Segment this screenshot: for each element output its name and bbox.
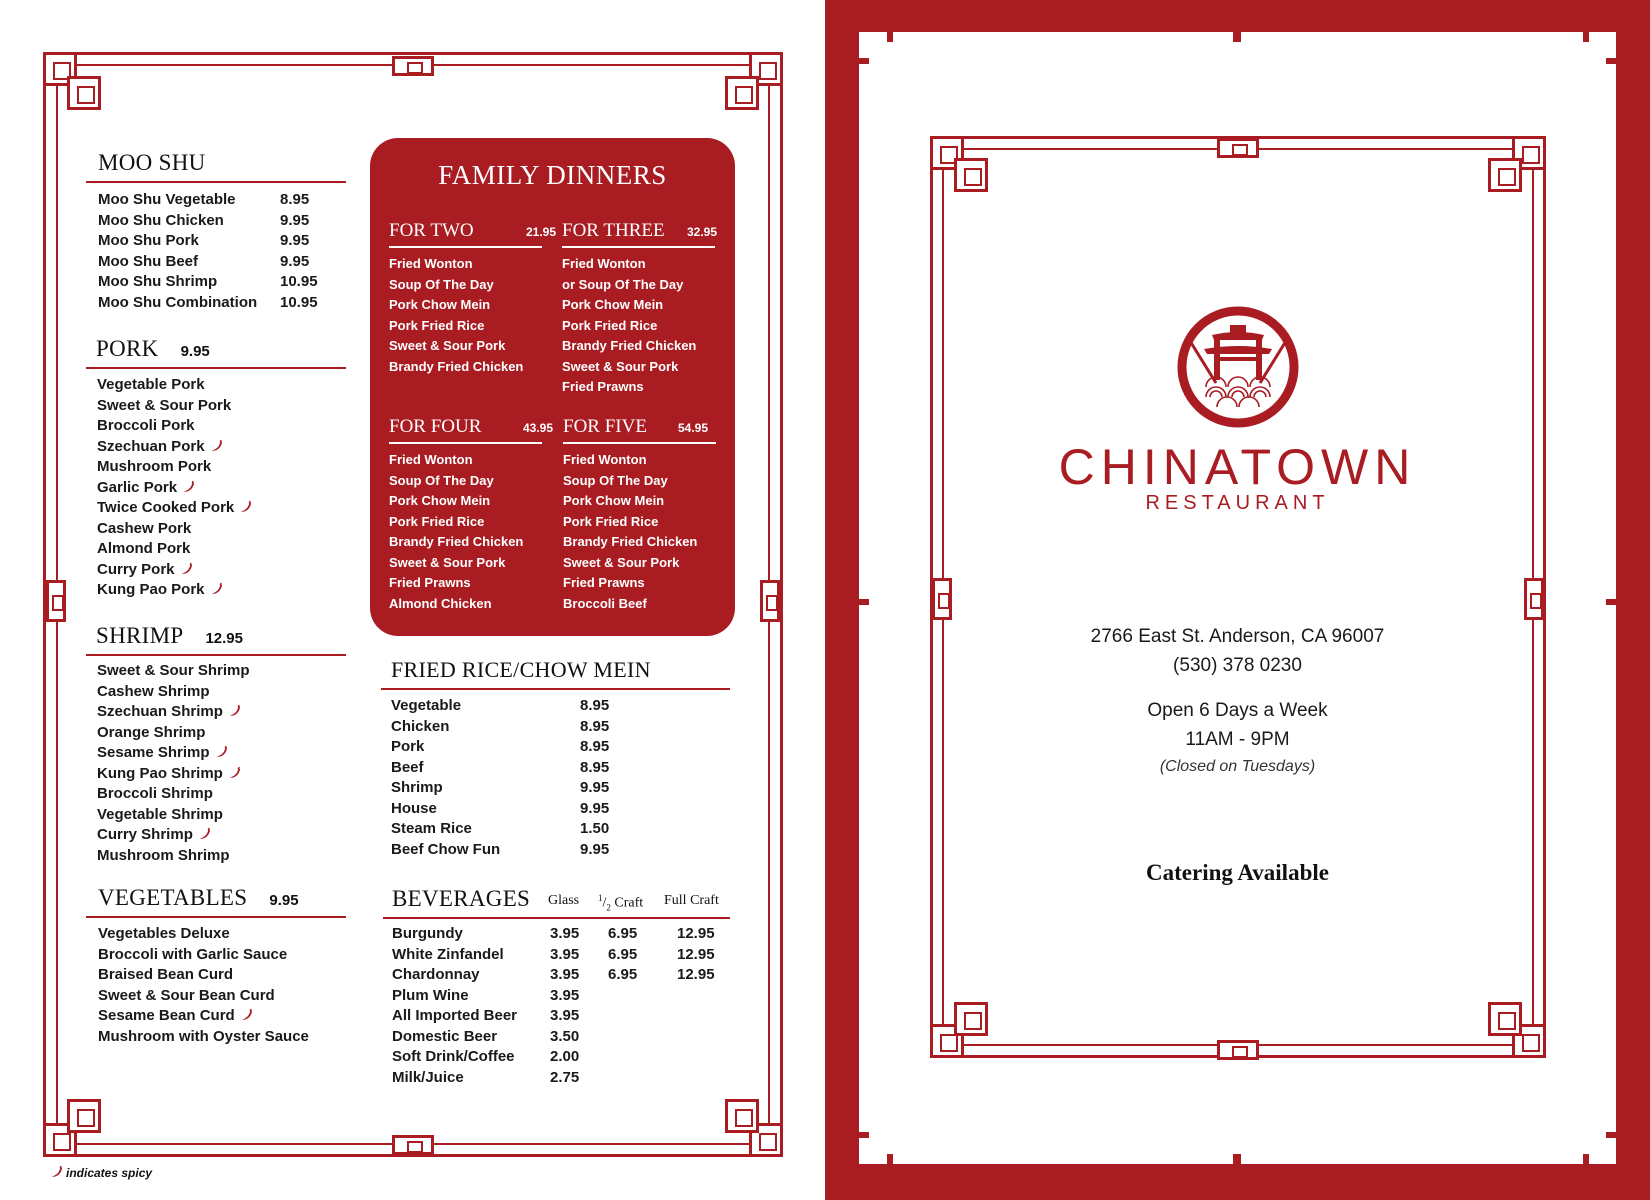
item-name: Moo Shu Chicken (98, 211, 224, 229)
corner-ornament (67, 76, 101, 110)
chili-pepper-icon (215, 745, 228, 759)
beverage-row (392, 1047, 732, 1068)
family-dinner-item: Sweet & Sour Pork (562, 358, 679, 374)
item-name: All Imported Beer (392, 1007, 518, 1024)
item-price: 10.95 (280, 293, 318, 311)
menu-item (97, 539, 252, 560)
item-name: Moo Shu Beef (98, 252, 198, 270)
menu-item (97, 682, 250, 703)
item-name: Pork (391, 738, 425, 755)
family-dinner-item: Broccoli Beef (563, 595, 647, 611)
section-divider (381, 688, 730, 690)
menu-item (97, 805, 250, 826)
price-glass: 2.75 (550, 1068, 580, 1086)
beverage-row (392, 945, 732, 966)
menu-item (97, 702, 250, 723)
family-dinner-item: Soup Of The Day (563, 472, 668, 488)
shrimp-list (97, 661, 250, 866)
hours: 11AM - 9PM (1185, 729, 1290, 750)
for-three-heading: FOR THREE 32.95 (562, 220, 718, 241)
for-two-list (389, 254, 523, 377)
item-price: 9.95 (580, 779, 610, 796)
for-five-list (563, 450, 697, 614)
divider (563, 442, 716, 444)
menu-item (97, 519, 252, 540)
menu-item (97, 375, 252, 396)
item-name: Cashew Pork (97, 519, 192, 537)
item-price: 10.95 (280, 273, 318, 290)
section-divider (383, 917, 730, 919)
menu-item (391, 819, 631, 840)
chili-pepper-icon (239, 500, 252, 514)
family-dinner-item: Pork Chow Mein (389, 297, 491, 312)
family-dinner-item: Fried Wonton (562, 256, 646, 271)
menu-item (98, 924, 309, 945)
pagoda-gate-with-chopsticks-icon (1176, 305, 1300, 429)
family-dinner-item: Fried Wonton (389, 452, 473, 467)
beverage-row (392, 1027, 732, 1048)
menu-item (98, 945, 309, 966)
item-price: 9.95 (580, 840, 610, 858)
menu-item (391, 737, 631, 758)
open-days: Open 6 Days a Week (1147, 700, 1328, 721)
menu-item (98, 252, 338, 273)
divider (389, 246, 542, 248)
family-dinner-item: Fried Wonton (563, 452, 647, 467)
family-dinner-item: Soup Of The Day (389, 276, 494, 292)
item-name: Chardonnay (392, 966, 480, 983)
item-name: Orange Shrimp (97, 723, 206, 741)
for-three-price: 32.95 (687, 225, 718, 239)
family-dinner-item: Almond Chicken (389, 595, 492, 611)
item-name: Vegetable Pork (97, 376, 205, 393)
edge-ornament (760, 580, 780, 622)
menu-item (97, 825, 250, 846)
edge-ornament (1524, 578, 1544, 620)
menu-item (97, 437, 252, 458)
corner-ornament (725, 1099, 759, 1133)
family-dinner-item: Brandy Fried Chicken (563, 534, 698, 549)
for-five-price: 54.95 (678, 421, 709, 435)
divider (389, 442, 542, 444)
item-name: Broccoli with Garlic Sauce (98, 945, 288, 963)
price-half-craft: 6.95 (608, 966, 638, 983)
item-name: Garlic Pork (97, 478, 178, 496)
section-divider (86, 181, 346, 183)
menu-item (97, 784, 250, 805)
for-four-price: 43.95 (523, 421, 554, 435)
pork-price: 9.95 (180, 343, 210, 360)
item-name: Vegetable Shrimp (97, 805, 223, 823)
item-price: 9.95 (280, 232, 310, 249)
family-dinners-title: FAMILY DINNERS (438, 160, 667, 190)
item-name: Curry Shrimp (97, 826, 193, 843)
edge-ornament (46, 580, 66, 622)
edge-ornament (1217, 138, 1259, 158)
item-name: White Zinfandel (392, 945, 504, 963)
item-name: Mushroom with Oyster Sauce (98, 1027, 309, 1045)
menu-item (391, 758, 631, 779)
family-dinner-item: Soup Of The Day (389, 472, 494, 488)
item-name: Soft Drink/Coffee (392, 1048, 515, 1065)
item-price: 9.95 (580, 799, 610, 817)
menu-item (97, 846, 250, 867)
item-name: Moo Shu Combination (98, 293, 258, 311)
item-name: Sweet & Sour Shrimp (97, 662, 250, 679)
item-price: 8.95 (580, 717, 610, 735)
menu-item (97, 560, 252, 581)
item-name: Domestic Beer (392, 1027, 498, 1045)
family-dinner-item: Pork Fried Rice (389, 317, 485, 333)
item-name: Shrimp (391, 779, 443, 796)
item-price: 8.95 (580, 697, 610, 714)
item-name: Szechuan Shrimp (97, 703, 223, 720)
pork-title: PORK 9.95 (96, 336, 210, 361)
menu-item (98, 1027, 309, 1048)
item-price: 8.95 (280, 191, 310, 208)
menu-item (98, 231, 338, 252)
menu-item (97, 416, 252, 437)
family-dinners-box (370, 138, 735, 636)
price-glass: 3.95 (550, 945, 580, 963)
item-name: Cashew Shrimp (97, 682, 210, 700)
family-dinner-item: or Soup Of The Day (562, 276, 684, 292)
menu-item (97, 661, 250, 682)
price-half-craft: 6.95 (608, 945, 638, 963)
menu-item (97, 764, 250, 785)
spicy-footnote: indicates spicy (50, 1165, 152, 1180)
chili-pepper-icon (228, 704, 241, 718)
edge-ornament (392, 56, 434, 76)
item-name: Moo Shu Pork (98, 232, 199, 249)
family-dinner-item: Sweet & Sour Pork (389, 338, 506, 353)
price-glass: 3.95 (550, 966, 580, 983)
family-dinner-item: Pork Chow Mein (389, 493, 491, 508)
price-glass: 3.95 (550, 1007, 580, 1024)
menu-item (97, 743, 250, 764)
menu-item (98, 293, 338, 314)
price-half-craft: 6.95 (608, 925, 638, 942)
item-price: 9.95 (280, 211, 310, 229)
for-four-list (389, 450, 523, 614)
corner-ornament (1488, 1002, 1522, 1036)
item-name: Broccoli Pork (97, 417, 195, 434)
fried-rice-title: FRIED RICE/CHOW MEIN (391, 657, 651, 682)
price-glass: 3.50 (550, 1027, 580, 1045)
catering-note: Catering Available (1146, 860, 1329, 885)
item-name: Moo Shu Vegetable (98, 191, 236, 208)
item-name: Moo Shu Shrimp (98, 273, 218, 290)
price-glass: 3.95 (550, 986, 580, 1004)
restaurant-name: CHINATOWN (1058, 439, 1417, 495)
item-name: Kung Pao Shrimp (97, 764, 223, 782)
corner-ornament (954, 158, 988, 192)
section-divider (86, 916, 346, 918)
beverage-row (392, 986, 732, 1007)
moo-shu-list (98, 190, 338, 313)
menu-item (391, 696, 631, 717)
price-glass: 3.95 (550, 925, 580, 942)
menu-item (98, 965, 309, 986)
for-four-heading: FOR FOUR 43.95 (389, 416, 554, 437)
item-price: 8.95 (580, 738, 610, 755)
item-name: House (391, 799, 437, 817)
beverage-col-glass: Glass (548, 893, 580, 908)
family-dinner-item: Brandy Fried Chicken (389, 534, 524, 549)
item-name: Broccoli Shrimp (97, 785, 213, 802)
item-name: Sweet & Sour Bean Curd (98, 986, 275, 1004)
menu-item (98, 272, 338, 293)
menu-item (97, 723, 250, 744)
item-name: Almond Pork (97, 540, 191, 557)
for-two-price: 21.95 (526, 225, 557, 239)
chili-pepper-icon (180, 562, 193, 576)
corner-ornament (1488, 158, 1522, 192)
family-dinner-item: Fried Prawns (562, 379, 644, 394)
for-five-heading: FOR FIVE 54.95 (563, 416, 709, 437)
item-name: Mushroom Shrimp (97, 846, 230, 864)
phone: (530) 378 0230 (1173, 655, 1302, 676)
divider (562, 246, 715, 248)
edge-ornament (932, 578, 952, 620)
for-two-heading: FOR TWO 21.95 (389, 220, 557, 241)
item-price: 9.95 (280, 252, 310, 270)
corner-ornament (67, 1099, 101, 1133)
menu-item (97, 498, 252, 519)
family-dinner-item: Brandy Fried Chicken (389, 358, 524, 374)
price-full-craft: 12.95 (677, 945, 715, 963)
section-divider (86, 654, 346, 656)
beverage-col-full-craft: Full Craft (664, 893, 719, 908)
family-dinner-item: Fried Prawns (563, 575, 645, 590)
corner-ornament (954, 1002, 988, 1036)
item-name: Chicken (391, 717, 450, 735)
chili-pepper-icon (210, 439, 223, 453)
vegetables-list (98, 924, 309, 1047)
vegetables-title: VEGETABLES 9.95 (98, 885, 299, 910)
chili-pepper-icon (182, 480, 195, 494)
family-dinner-item: Fried Prawns (389, 575, 471, 590)
menu-item (97, 396, 252, 417)
family-dinner-item: Sweet & Sour Pork (563, 554, 680, 570)
chili-pepper-icon (198, 827, 211, 841)
item-name: Sesame Shrimp (97, 744, 210, 761)
family-dinner-item: Sweet & Sour Pork (389, 554, 506, 570)
menu-item (98, 1006, 309, 1027)
chili-pepper-icon (240, 1008, 253, 1022)
pork-list (97, 375, 252, 601)
item-name: Sweet & Sour Pork (97, 396, 232, 414)
item-name: Vegetables Deluxe (98, 925, 230, 942)
menu-item (97, 478, 252, 499)
item-name: Vegetable (391, 697, 462, 714)
menu-item (391, 840, 631, 861)
item-name: Beef Chow Fun (391, 840, 501, 858)
shrimp-price: 12.95 (205, 630, 243, 647)
item-name: Curry Pork (97, 560, 175, 578)
vegetables-price: 9.95 (269, 892, 299, 909)
menu-item (97, 457, 252, 478)
beverage-row (392, 1068, 732, 1089)
menu-item (98, 211, 338, 232)
menu-item (98, 986, 309, 1007)
beverage-row (392, 965, 732, 986)
family-dinner-item: Pork Chow Mein (562, 297, 664, 312)
chili-pepper-icon (50, 1165, 63, 1179)
menu-item (391, 717, 631, 738)
item-name: Steam Rice (391, 820, 472, 837)
beverage-col-half-craft: $^1/_2$ Craft (598, 893, 644, 913)
restaurant-subtitle: RESTAURANT (1145, 492, 1330, 514)
item-name: Braised Bean Curd (98, 966, 234, 983)
item-name: Kung Pao Pork (97, 581, 205, 598)
family-dinner-item: Fried Wonton (389, 256, 473, 271)
address: 2766 East St. Anderson, CA 96007 (1090, 626, 1385, 647)
price-full-craft: 12.95 (677, 966, 715, 983)
family-dinner-item: Brandy Fried Chicken (562, 338, 697, 353)
item-name: Beef (391, 758, 424, 776)
item-price: 8.95 (580, 758, 610, 776)
menu-item (391, 778, 631, 799)
beverage-row (392, 924, 732, 945)
price-full-craft: 12.95 (677, 925, 715, 942)
shrimp-title: SHRIMP 12.95 (96, 623, 243, 648)
chili-pepper-icon (210, 582, 223, 596)
edge-ornament (392, 1135, 434, 1155)
item-name: Burgundy (392, 925, 463, 942)
item-name: Szechuan Pork (97, 437, 205, 455)
fried-rice-list (391, 696, 631, 860)
menu-item (97, 580, 252, 601)
price-glass: 2.00 (550, 1048, 580, 1065)
item-name: Mushroom Pork (97, 458, 212, 475)
beverages-title: BEVERAGES (392, 886, 531, 911)
family-dinner-item: Pork Fried Rice (563, 513, 659, 529)
moo-shu-title: MOO SHU (98, 150, 206, 175)
item-price: 1.50 (580, 820, 610, 837)
menu-item (98, 190, 338, 211)
family-dinner-item: Pork Fried Rice (389, 513, 485, 529)
item-name: Milk/Juice (392, 1068, 464, 1086)
item-name: Twice Cooked Pork (97, 499, 235, 516)
item-name: Plum Wine (392, 986, 469, 1004)
chili-pepper-icon (228, 766, 241, 780)
family-dinner-item: Pork Chow Mein (563, 493, 665, 508)
menu-item (391, 799, 631, 820)
beverage-row (392, 1006, 732, 1027)
edge-ornament (1217, 1040, 1259, 1060)
section-divider (86, 367, 346, 369)
beverages-list (392, 924, 732, 1088)
for-three-list (562, 254, 696, 398)
family-dinner-item: Pork Fried Rice (562, 317, 658, 333)
item-name: Sesame Bean Curd (98, 1007, 235, 1024)
cover-border-inner (942, 148, 1534, 1046)
closed-day: (Closed on Tuesdays) (1159, 758, 1316, 775)
corner-ornament (725, 76, 759, 110)
